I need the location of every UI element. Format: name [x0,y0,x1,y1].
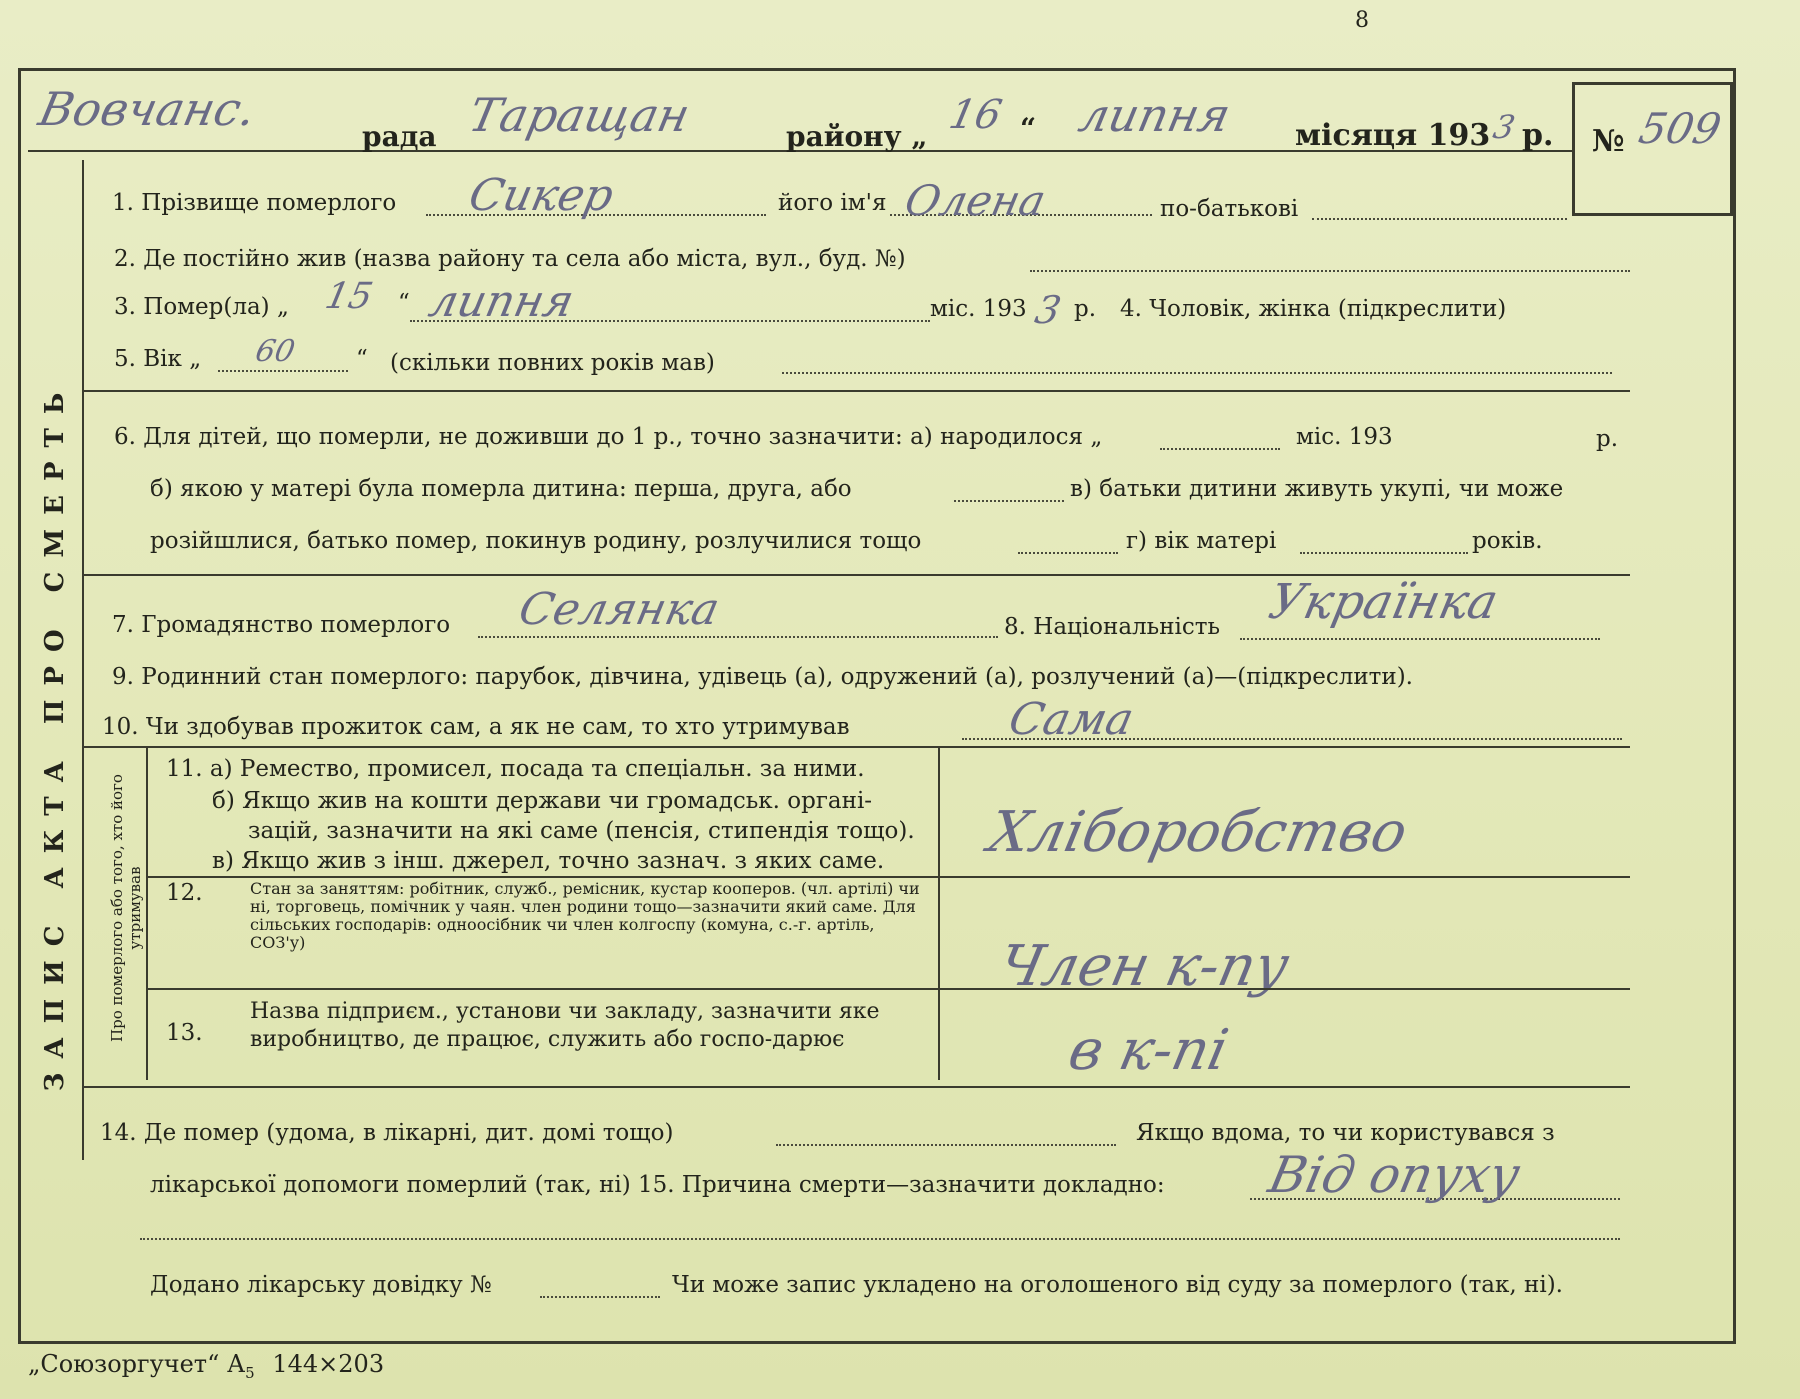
number-label: № [1592,124,1625,159]
month-label: місяця 193 [1295,118,1491,153]
f6-line2b: в) батьки дитини живуть укупі, чи може [1070,476,1564,502]
year-suffix: р. [1522,118,1554,153]
f10-label: 10. Чи здобував прожиток сам, а як не сам, то хто утримував [102,714,850,740]
f1-patronymic-label: по-батькові [1160,196,1299,222]
f11-value: Хліборобство [983,800,1413,865]
f12-value: Член к-пу [993,934,1295,999]
f14-line2: лікарської допомоги померлий (так, ні) 15. Причина смерти—зазначити докладно: [150,1172,1165,1198]
f14-label: 14. Де помер (удома, в лікарні, дит. домі тощо) [100,1120,674,1146]
year-handwritten: 3 [1489,108,1519,146]
f1-label: 1. Прізвище померлого [112,190,397,216]
f11b1: б) Якщо жив на кошти держави чи громадськ. органі- [212,788,873,814]
f5-label: 5. Вік „ [114,346,202,372]
f6-line2a: б) якою у матері була померла дитина: перша, друга, або [150,476,852,502]
f2-label: 2. Де постійно жив (назва району та села або міста, вул., буд. №) [114,246,906,272]
side-title: ЗАПИС АКТА ПРО СМЕРТЬ [40,378,70,1092]
month-handwritten: липня [1074,88,1236,142]
side-block-label: Про померлого або того, хто його утримував [108,774,144,1042]
f6-line3c: років. [1472,528,1543,554]
f12-text: Стан за заняттям: робітник, служб., ремісник, кустар кооперов. (чл. артілі) чи ні, торговець, помічник у чаян. член родини тощо—зазначити який саме. Для сільських господарів: одноосібник чи член колгоспу (комуна, с.-г. артіль, СОЗ'у) [250,879,920,952]
f5-age: 60 [252,334,298,369]
f8-label: 8. Національність [1004,614,1221,640]
f5-suffix: (скільки повних років мав) [390,350,715,376]
f7-value: Селянка [514,584,724,635]
rada-label: рада [362,120,437,153]
publisher-footer [28,1350,384,1382]
f3-mis: міс. 193 [930,296,1027,322]
f14-tail: Якщо вдома, то чи користувався з [1136,1120,1555,1146]
corner-mark: 8 [1355,8,1369,33]
number-handwritten: 509 [1634,104,1726,153]
raion-handwritten: Таращан [464,88,695,142]
f6-line3a: розійшлися, батько помер, покинув родину, розлучилися тощо [150,528,922,554]
f4-label: 4. Чоловік, жінка (підкреслити) [1120,296,1507,322]
f10-value: Сама [1004,694,1139,745]
f6-line1: 6. Для дітей, що померли, не доживши до 1 р., точно зазначити: а) народилося „ [114,424,1103,450]
f3-month: липня [424,276,579,327]
f3-label: 3. Помер(ла) „ [114,294,289,320]
f12-num: 12. [166,880,203,906]
f1-name-label: його ім'я [778,190,887,216]
f3-r: р. [1074,296,1097,322]
f6-mis: міс. 193 [1296,424,1393,450]
f11a: 11. а) Ремество, промисел, посада та спеціальн. за ними. [166,756,865,782]
day-handwritten: 16 [945,92,1006,138]
f9-label: 9. Родинний стан померлого: парубок, дівчина, удівець (а), одружений (а), розлучений (а)—(підкреслити). [112,664,1413,690]
death-record-form: 8 Вовчанс. рада Таращан району „ 16 “ липня місяця 193 3 р. № 509 ЗАПИС АКТА ПРО СМЕРТЬ 1. Прізвище померлого Сикер його ім'я Олена по-батькові 2. Де постійно жив (назва району та села або міста, вул., буд. №) 3. Помер(ла) „ 15 “ липня міс. 193 3 р. 4. Чоловік, жінка (підкреслити) 5. Вік „ 60 “ (скільки повних років мав) 6. Для дітей, що померли, не доживши до 1 р., точно зазначити: а) народилося „ міс. 193 р. б) якою у матері була померла дитина: перша, друга, або в) батьки дитини живуть укупі, чи може розійшлися, батько помер, покинув родину, розлучилися тощо г) вік матері років. 7. Громадянство померлого Селянка 8. Національність Українка 9. Родинний стан померлого: парубок, дівчина, удівець (а), одружений (а), розлучений (а)—(підкреслити). 10. Чи здобував прожиток сам, а як не сам, то хто утримував Сама Про померлого або того, хто його утримував 11. а) Ремество, промисел, посада та спеціальн. за ними. б) Якщо жив на кошти держави чи громадськ. органі- зацій, зазначити на які саме (пенсія, стипендія тощо). в) Якщо жив з інш. джерел, точно зазнач. з яких саме. Хліборобство 12. Стан за заняттям: робітник, служб., ремісник, кустар кооперов. (чл. артілі) чи ні, торговець, помічник у чаян. член родини тощо—зазначити який саме. Для сільських господарів: одноосібник чи член колгоспу (комуна, с.-г. артіль, СОЗ'у) Член к-пу 13. Назва підприєм., установи чи закладу, зазначити яке виробництво, де працює, служить або госпо-дарює в к-пі 14. Де помер (удома, в лікарні, дит. домі тощо) Якщо вдома, то чи користувався з лікарської допомоги померлий (так, ні) 15. Причина смерти—зазначити докладно: Від опуху Додано лікарську довідку № Чи може запис укладено на оголошеного від суду за померлого (так, ні). „Союзоргучет“ $А_5$ 144×203 [0,0,1800,1399]
raion-label: району „ [786,120,928,153]
f13-value: в к-пі [1063,1018,1234,1083]
side-title-strip [25,320,87,1180]
f11b2: зацій, зазначити на які саме (пенсія, стипендія тощо). [248,818,915,844]
f8-value: Українка [1264,574,1503,630]
f3-year: 3 [1031,288,1065,332]
f13-num: 13. [166,1020,203,1046]
attached-label: Додано лікарську довідку № [150,1272,492,1298]
f1-surname: Сикер [464,170,618,221]
format-sub: 5 [245,1363,255,1382]
f6-line3b: г) вік матері [1126,528,1277,554]
f6-r: р. [1596,426,1619,452]
f11c: в) Якщо жив з інш. джерел, точно зазнач. з яких саме. [212,848,885,874]
f7-label: 7. Громадянство померлого [112,612,451,638]
f3-day: 15 [321,276,377,317]
publisher: „Союзоргучет“ А [28,1350,246,1378]
court-label: Чи може запис укладено на оголошеного від суду за померлого (так, ні). [672,1272,1563,1298]
size: 144×203 [272,1350,385,1378]
side-strip-rule [82,160,84,1160]
rada-handwritten: Вовчанс. [34,82,261,136]
f1-name: Олена [900,176,1050,225]
f13-text: Назва підприєм., установи чи закладу, зазначити яке виробництво, де працює, служить або госпо-дарює [250,999,880,1052]
f15-value: Від опуху [1263,1146,1525,1204]
